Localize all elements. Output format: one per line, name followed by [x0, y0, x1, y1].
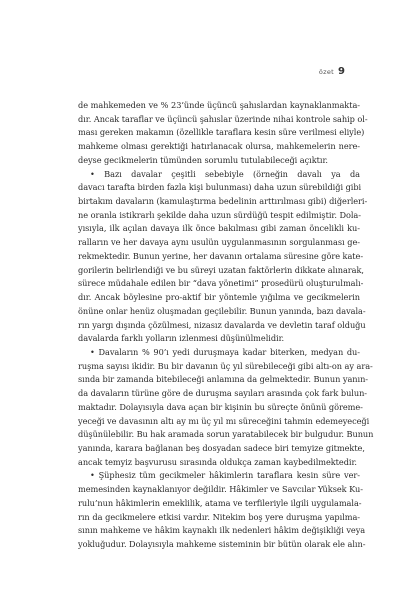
- section-title: özet: [318, 68, 335, 76]
- text-line: rın yargı dışında çözülmesi, nizasız davalarda ve devletin taraf olduğu: [78, 319, 366, 330]
- text-line: rın da gecikmelere etkisi vardır. Nitekim boş yere duruşma yapılma-: [78, 511, 360, 522]
- text-line: birtakım davaların (kamulaştırma bedelinin arttırılması gibi) diğerleri-: [78, 196, 368, 207]
- body-text: [78, 99, 374, 552]
- text-line: de mahkemeden ve % 23’ünde üçüncü şahıslardan kaynaklanmakta-: [78, 100, 360, 110]
- text-line: yısıyla, ilk açılan davaya ilk önce bakılması gibi zaman öncelikli ku-: [78, 223, 360, 234]
- bullet-paragraph-start: • Şüphesiz tüm gecikmeler hâkimlerin taraflara kesin süre ver-: [90, 470, 360, 481]
- text-line: ruşma sayısı ikidir. Bu bir davanın üç yıl sürebileceği gibi altı-on ay ara-: [78, 360, 373, 371]
- text-line: dır. Ancak taraflar ve üçüncü şahıslar üzerinde nihai kontrole sahip ol-: [78, 113, 368, 124]
- text-line: gorilerin belirlendiği ve bu süreyi uzatan faktörlerin dikkate alınarak,: [78, 264, 364, 275]
- text-line: maktadır. Dolayısıyla dava açan bir kişinin bu süreçte önünü göreme-: [78, 401, 363, 412]
- text-line: davalarda farklı yolların izlenmesi düşünülmelidir.: [78, 333, 285, 344]
- text-line: ancak temyiz başvurusu sırasında oldukça zaman kaybedilmektedir.: [78, 456, 357, 467]
- text-line: düşünülebilir. Bu hak aramada sorun yaratabilecek bir bulgudur. Bunun: [78, 429, 374, 440]
- bullet-paragraph-start: • Davaların % 90’ı yedi duruşmaya kadar biterken, medyan du-: [90, 346, 360, 357]
- text-line: davacı tarafta birden fazla kişi bulunması) daha uzun sürebildiği gibi: [78, 182, 362, 193]
- text-line: sında bir zamanda bitebileceği anlamına da gelmektedir. Bunun yanın-: [78, 374, 369, 385]
- bullet-paragraph-start: • Bazı davalar çeşitli sebebiyle (örneğin davalı ya da: [90, 168, 360, 179]
- text-line: ne oranla istikrarlı şekilde daha uzun sürdüğü tespit edilmiştir. Dola-: [78, 209, 361, 220]
- running-header: [319, 66, 345, 77]
- text-line: ralların ve her davaya aynı usulün uygulanmasının sorgulanması ge-: [78, 237, 360, 248]
- text-line: yanında, karara bağlanan beş dosyadan sadece biri temyize gitmekte,: [78, 442, 365, 453]
- text-line: önüne onlar henüz oluşmadan geçilebilir. Bunun yanında, bazı davala-: [78, 305, 366, 316]
- text-line: yokluğudur. Dolayısıyla mahkeme sisteminin bir bütün olarak ele alın-: [78, 539, 366, 549]
- text-line: rekmektedir. Bunun yerine, her davanın ortalama süresine göre kate-: [78, 250, 364, 261]
- text-line: sının mahkeme ve hâkim kaynaklı ilk nedenleri hâkim değişikliği veya: [78, 525, 366, 536]
- text-line: dır. Ancak böylesine pro-aktif bir yöntemle yığılma ve gecikmelerin: [78, 292, 360, 303]
- text-line: da davaların türüne göre de duruşma sayıları arasında çok fark bulun-: [78, 388, 368, 399]
- text-line: mahkeme olması gerektiği hatırlanacak olursa, mahkemelerin nere-: [78, 141, 360, 152]
- text-line: rulu’nun hâkimlerin emeklilik, atama ve terfileriyle ilgili uygulamala-: [78, 497, 362, 508]
- text-line: yeceği ve davasının altı ay mı üç yıl mı süreceğini tahmin edemeyeceği: [78, 415, 370, 426]
- text-line: ması gereken makamın (özellikle taraflara kesin süre verilmesi eliyle): [78, 127, 365, 138]
- text-line: memesinden kaynaklanıyor değildir. Hâkimler ve Savcılar Yüksek Ku-: [78, 484, 363, 495]
- text-line: sürece müdahale edilen bir “dava yönetimi” prosedürü oluşturulmalı-: [78, 278, 364, 289]
- text-line: deyse gecikmelerin tümünden sorumlu tutulabileceği açıktır.: [78, 154, 328, 165]
- page-number: 9: [338, 66, 345, 77]
